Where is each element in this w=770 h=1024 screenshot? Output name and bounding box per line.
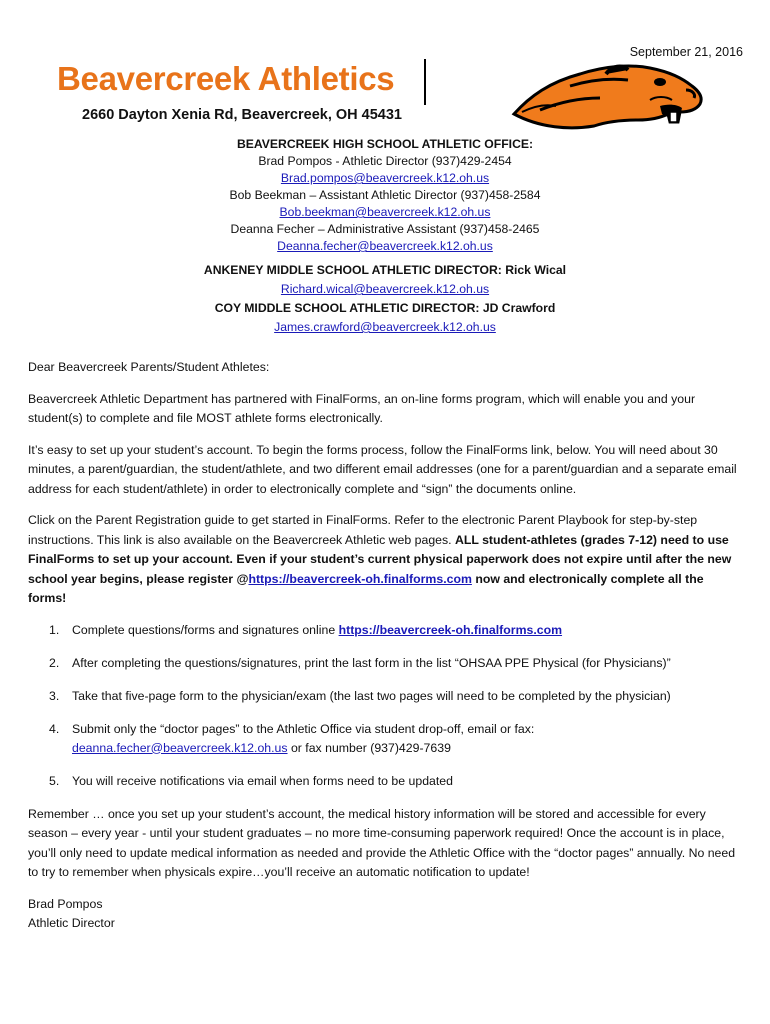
step-number: 2. bbox=[49, 655, 60, 670]
email-link[interactable]: Brad.pompos@beavercreek.k12.oh.us bbox=[280, 171, 490, 185]
paragraph: Remember … once you set up your student’s account, the medical history information will be stored and accessible for every season – every year - until your student graduates – no more time-consuming paperwork required! Once the account is in place, you’ll only need to update medical information as needed and provide the Athletic Office with the “doctor pages” annually. No need to try to remember when physicals expire…you’ll receive an automatic notification to update! bbox=[28, 806, 736, 879]
step-number: 1. bbox=[49, 622, 60, 637]
bold-notice: ALL student-athletes (grades 7-12) need to use FinalForms to set up your account. Even if your student’s current physical paperwork does not expire until after the new school year begins, please register @ bbox=[28, 532, 732, 586]
hs-office-heading: BEAVERCREEK HIGH SCHOOL ATHLETIC OFFICE: bbox=[236, 137, 534, 151]
paragraph-text: Click on the Parent Registration guide to get started in FinalForms. Refer to the electronic Parent Playbook for step-by-step instructions. This link is also available on the Beavercreek Athletic web pages. bbox=[28, 513, 698, 547]
step-text: Take that five-page form to the physician/exam (the last two pages will need to be completed by the physician) bbox=[72, 688, 671, 703]
coy-heading: COY MIDDLE SCHOOL ATHLETIC DIRECTOR: JD Crawford bbox=[214, 301, 556, 315]
contact-line: Bob Beekman – Assistant Athletic Director (937)458-2584 bbox=[229, 188, 541, 202]
step-text: You will receive notifications via email when forms need to be updated bbox=[72, 773, 453, 788]
list-item bbox=[28, 654, 744, 673]
finalforms-link[interactable]: https://beavercreek-oh.finalforms.com bbox=[338, 622, 563, 637]
letter-date: September 21, 2016 bbox=[629, 45, 743, 59]
bold-notice-end: now and electronically complete all the forms! bbox=[28, 571, 704, 605]
contact-block bbox=[0, 136, 770, 336]
step-text: Submit only the “doctor pages” to the Athletic Office via student drop-off, email or fax: bbox=[72, 721, 535, 736]
step-number: 4. bbox=[49, 721, 60, 736]
signature-title: Athletic Director bbox=[28, 916, 115, 930]
email-link[interactable]: James.crawford@beavercreek.k12.oh.us bbox=[274, 320, 496, 334]
beaver-logo-icon bbox=[510, 56, 706, 132]
list-item bbox=[28, 621, 744, 640]
org-address: 2660 Dayton Xenia Rd, Beavercreek, OH 45431 bbox=[82, 107, 402, 123]
step-text: After completing the questions/signatures, print the last form in the list “OHSAA PPE Physical (for Physicians)” bbox=[72, 655, 671, 670]
email-link[interactable]: Richard.wical@beavercreek.k12.oh.us bbox=[280, 282, 490, 296]
salutation: Dear Beavercreek Parents/Student Athletes: bbox=[28, 360, 270, 374]
text-cursor bbox=[424, 59, 426, 105]
list-item bbox=[28, 720, 744, 758]
letter-body bbox=[28, 358, 744, 934]
ankeney-heading: ANKENEY MIDDLE SCHOOL ATHLETIC DIRECTOR: Rick Wical bbox=[203, 263, 567, 277]
list-item bbox=[28, 772, 744, 791]
signature-block bbox=[28, 895, 744, 934]
paragraph: Beavercreek Athletic Department has partnered with FinalForms, an on-line forms program, which will enable you and your student(s) to complete and file MOST athlete forms electronically. bbox=[28, 391, 696, 425]
paragraph bbox=[28, 511, 744, 609]
contact-line: Deanna Fecher – Administrative Assistant (937)458-2465 bbox=[230, 222, 540, 236]
list-item bbox=[28, 687, 744, 706]
step-text-tail: or fax number (937)429-7639 bbox=[287, 740, 451, 755]
steps-list bbox=[28, 621, 744, 791]
signature-name: Brad Pompos bbox=[28, 896, 103, 911]
paragraph: It’s easy to set up your student’s account. To begin the forms process, follow the FinalForms link, below. You will need about 30 minutes, a parent/guardian, the student/athlete, and two different email addresses (one for a parent/guardian and a separate email address for each student/athlete) in order to electronically complete and “sign” the documents online. bbox=[28, 442, 737, 496]
step-text: Complete questions/forms and signatures online bbox=[72, 622, 339, 637]
email-link[interactable]: deanna.fecher@beavercreek.k12.oh.us bbox=[72, 740, 288, 755]
finalforms-link[interactable]: https://beavercreek-oh.finalforms.com bbox=[248, 571, 472, 586]
email-link[interactable]: Bob.beekman@beavercreek.k12.oh.us bbox=[279, 205, 491, 219]
org-title: Beavercreek Athletics bbox=[57, 60, 395, 97]
email-link[interactable]: Deanna.fecher@beavercreek.k12.oh.us bbox=[277, 239, 493, 253]
step-number: 3. bbox=[49, 688, 60, 703]
step-number: 5. bbox=[49, 773, 60, 788]
contact-line: Brad Pompos - Athletic Director (937)429-2454 bbox=[258, 154, 512, 168]
